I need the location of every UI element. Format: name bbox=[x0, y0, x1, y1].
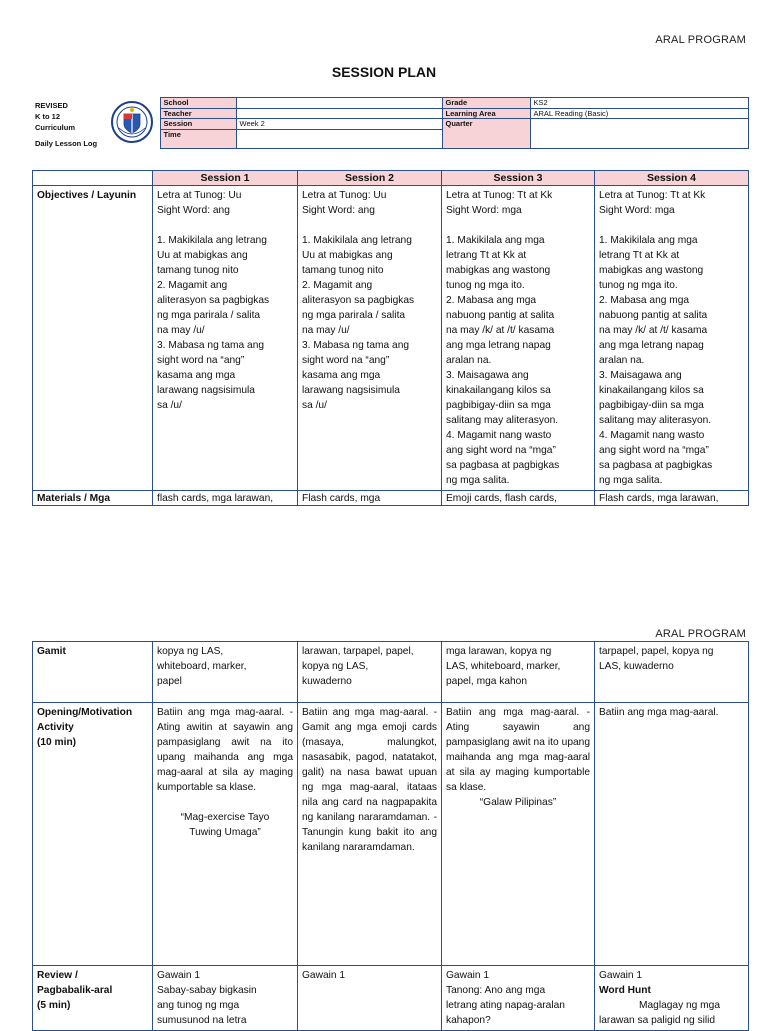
text-line: papel bbox=[157, 676, 182, 687]
text-line: Sight Word: mga bbox=[446, 205, 522, 216]
review-session-4-title: Gawain 1 bbox=[599, 970, 643, 981]
text-line: 1. Makikilala ang letrang bbox=[302, 235, 412, 246]
text-line: Activity bbox=[37, 722, 74, 733]
text-line: ang tunog ng mga bbox=[157, 1000, 240, 1011]
text-line: na may /k/ at /t/ kasama bbox=[599, 325, 708, 336]
text-line: LAS, kuwaderno bbox=[599, 661, 674, 672]
opening-session-1-song bbox=[157, 810, 293, 840]
text-line: tamang tunog nito bbox=[302, 265, 384, 276]
text-line: kopya ng LAS, bbox=[157, 646, 224, 657]
materials-session-1: flash cards, mga larawan, bbox=[153, 491, 298, 506]
opening-session-3-song: “Galaw Pilipinas” bbox=[479, 797, 557, 808]
text-line: 2. Magamit ang bbox=[302, 280, 373, 291]
text-line: ang mga letrang napag bbox=[599, 340, 704, 351]
text-line: tunog ng mga ito. bbox=[446, 280, 525, 291]
objectives-session-3 bbox=[442, 186, 595, 491]
text-line: Sabay-sabay bigkasin bbox=[157, 985, 257, 996]
review-session-4 bbox=[595, 966, 749, 1031]
text-line: sa /u/ bbox=[157, 400, 182, 411]
text-line: Tanong: Ano ang mga bbox=[446, 985, 546, 996]
text-line: na may /k/ at /t/ kasama bbox=[446, 325, 555, 336]
program-header: ARAL PROGRAM bbox=[655, 34, 746, 46]
session-3-header: Session 3 bbox=[442, 171, 595, 186]
text-line: 2. Mabasa ang mga bbox=[599, 295, 690, 306]
text-line: Uu at mabigkas ang bbox=[302, 250, 393, 261]
text-line: aralan na. bbox=[599, 355, 645, 366]
text-line: ng mga salita. bbox=[599, 475, 663, 486]
session-plan-table-page-2 bbox=[32, 641, 749, 1031]
text-line: Gawain 1 bbox=[302, 970, 346, 981]
text-line: (5 min) bbox=[37, 1000, 71, 1011]
text-line: ang sight word na “mga” bbox=[599, 445, 709, 456]
session-value: Week 2 bbox=[236, 119, 442, 130]
text-line: 1. Makikilala ang mga bbox=[446, 235, 545, 246]
gamit-session-1 bbox=[153, 642, 298, 703]
text-line: ng mga parirala / salita bbox=[302, 310, 406, 321]
text-line: ng mga salita. bbox=[446, 475, 510, 486]
review-session-2 bbox=[298, 966, 442, 1031]
grade-value: KS2 bbox=[530, 98, 748, 109]
review-session-4-line-1: Maglagay ng mga bbox=[639, 1000, 720, 1011]
text-line: Letra at Tunog: Tt at Kk bbox=[446, 190, 553, 201]
gamit-label: Gamit bbox=[33, 642, 153, 703]
text-line: na may /u/ bbox=[157, 325, 205, 336]
text-line: Pagbabalik-aral bbox=[37, 985, 113, 996]
text-line: sa /u/ bbox=[302, 400, 327, 411]
text-line: Sight Word: ang bbox=[157, 205, 230, 216]
text-line: LAS, whiteboard, marker, bbox=[446, 661, 561, 672]
session-label: Session bbox=[160, 119, 236, 130]
text-line: letrang Tt at Kk at bbox=[599, 250, 680, 261]
opening-session-4: Batiin ang mga mag-aaral. bbox=[595, 703, 749, 966]
learning-area-value: ARAL Reading (Basic) bbox=[530, 108, 748, 119]
text-line: sight word na “ang” bbox=[302, 355, 390, 366]
text-line: Tuwing Umaga” bbox=[189, 827, 261, 838]
text-line: kasama ang mga bbox=[302, 370, 381, 381]
teacher-label: Teacher bbox=[160, 108, 236, 119]
text-line: kasama ang mga bbox=[157, 370, 236, 381]
time-value bbox=[236, 130, 442, 149]
text-line: ng mga parirala / salita bbox=[157, 310, 261, 321]
text-line: ang mga letrang napag bbox=[446, 340, 551, 351]
text-line: Uu at mabigkas ang bbox=[157, 250, 248, 261]
text-line: “Mag-exercise Tayo bbox=[180, 812, 270, 823]
gamit-session-3 bbox=[442, 642, 595, 703]
text-line: kahapon? bbox=[446, 1015, 491, 1026]
text-line: sa pagbasa at pagbigkas bbox=[599, 460, 713, 471]
opening-session-3 bbox=[442, 703, 595, 966]
text-line: aliterasyon sa pagbigkas bbox=[302, 295, 415, 306]
info-table bbox=[32, 97, 749, 149]
text-line: (10 min) bbox=[37, 737, 77, 748]
opening-session-3-text: Batiin ang mga mag-aaral. -Ating sayawin ang pampasiglang awit na ito upang maihanda ang mga mag-aaral at sila ay maging kumportable sa klase. bbox=[446, 707, 590, 793]
text-line bbox=[302, 218, 437, 233]
objectives-session-2 bbox=[298, 186, 442, 491]
text-line: tarpapel, papel, kopya ng bbox=[599, 646, 714, 657]
objectives-session-4 bbox=[595, 186, 749, 491]
text-line: Gawain 1 bbox=[446, 970, 490, 981]
text-line: larawang nagsisimula bbox=[302, 385, 400, 396]
text-line: kopya ng LAS, bbox=[302, 661, 369, 672]
text-line: nabuong pantig at salita bbox=[446, 310, 555, 321]
text-line: mabigkas ang wastong bbox=[446, 265, 551, 276]
text-line: sa pagbasa at pagbigkas bbox=[446, 460, 560, 471]
school-value bbox=[236, 98, 442, 109]
text-line: letrang Tt at Kk at bbox=[446, 250, 527, 261]
text-line: Letra at Tunog: Tt at Kk bbox=[599, 190, 706, 201]
learning-area-label: Learning Area bbox=[442, 108, 530, 119]
text-line: na may /u/ bbox=[302, 325, 350, 336]
session-4-header: Session 4 bbox=[595, 171, 749, 186]
text-line: tamang tunog nito bbox=[157, 265, 239, 276]
text-line: Opening/Motivation bbox=[37, 707, 133, 718]
teacher-value bbox=[236, 108, 442, 119]
gamit-session-4 bbox=[595, 642, 749, 703]
text-line: whiteboard, marker, bbox=[157, 661, 247, 672]
text-line: nabuong pantig at salita bbox=[599, 310, 708, 321]
text-line: salitang may aliterasyon. bbox=[599, 415, 712, 426]
review-session-3 bbox=[442, 966, 595, 1031]
review-session-4-activity: Word Hunt bbox=[599, 985, 651, 996]
quarter-label: Quarter bbox=[442, 119, 530, 149]
opening-activity-label bbox=[33, 703, 153, 966]
deped-seal-logo bbox=[104, 98, 160, 149]
text-line: 3. Mabasa ng tama ang bbox=[157, 340, 265, 351]
time-label: Time bbox=[160, 130, 236, 149]
text-line: mabigkas ang wastong bbox=[599, 265, 704, 276]
review-session-4-line-2: larawan sa paligid ng silid bbox=[599, 1015, 716, 1026]
text-line: Sight Word: ang bbox=[302, 205, 375, 216]
text-line bbox=[446, 218, 590, 233]
text-line: Sight Word: mga bbox=[599, 205, 675, 216]
review-label bbox=[33, 966, 153, 1031]
text-line: tunog ng mga ito. bbox=[599, 280, 678, 291]
text-line: mga larawan, kopya ng bbox=[446, 646, 552, 657]
text-line: Review / bbox=[37, 970, 78, 981]
revised-curriculum-label: REVISED K to 12 Curriculum Daily Lesson Log bbox=[35, 100, 98, 148]
opening-session-1 bbox=[153, 703, 298, 966]
text-line: Gawain 1 bbox=[157, 970, 201, 981]
text-line: larawan, tarpapel, papel, bbox=[302, 646, 414, 657]
text-line: 4. Magamit nang wasto bbox=[446, 430, 552, 441]
text-line: pagbibigay-diin sa mga bbox=[599, 400, 704, 411]
text-line: 1. Makikilala ang letrang bbox=[157, 235, 267, 246]
text-line: 2. Mabasa ang mga bbox=[446, 295, 537, 306]
text-line bbox=[599, 218, 744, 233]
text-line: papel, mga kahon bbox=[446, 676, 527, 687]
materials-session-2: Flash cards, mga bbox=[298, 491, 442, 506]
text-line: Letra at Tunog: Uu bbox=[302, 190, 387, 201]
text-line: 3. Mabasa ng tama ang bbox=[302, 340, 410, 351]
text-line: 3. Maisagawa ang bbox=[599, 370, 682, 381]
text-line: sight word na “ang” bbox=[157, 355, 245, 366]
text-line: kinakailangang kilos sa bbox=[599, 385, 704, 396]
grade-label: Grade bbox=[442, 98, 530, 109]
text-line bbox=[157, 218, 293, 233]
materials-session-4: Flash cards, mga larawan, bbox=[595, 491, 749, 506]
page-title: SESSION PLAN bbox=[331, 64, 437, 80]
corner-cell bbox=[33, 171, 153, 186]
text-line: kuwaderno bbox=[302, 676, 352, 687]
materials-label: Materials / Mga bbox=[33, 491, 153, 506]
session-2-header: Session 2 bbox=[298, 171, 442, 186]
text-line: ang sight word na “mga” bbox=[446, 445, 556, 456]
objectives-session-1 bbox=[153, 186, 298, 491]
program-header-page-2: ARAL PROGRAM bbox=[655, 628, 746, 640]
text-line: 1. Makikilala ang mga bbox=[599, 235, 698, 246]
text-line: 4. Magamit nang wasto bbox=[599, 430, 705, 441]
session-plan-table-page-1 bbox=[32, 170, 749, 506]
text-line: pagbibigay-diin sa mga bbox=[446, 400, 551, 411]
text-line: salitang may aliterasyon. bbox=[446, 415, 559, 426]
text-line: aralan na. bbox=[446, 355, 492, 366]
text-line: letrang ating napag-aralan bbox=[446, 1000, 565, 1011]
text-line: Letra at Tunog: Uu bbox=[157, 190, 242, 201]
opening-session-2: Batiin ang mga mag-aaral. - Gamit ang mga emoji cards (masaya, malungkot, nasasabik, pagod, natatakot, galit) na nasa bawat upuan ng mga mag-aaral, itataas nila ang card na nagpapakita ng kanilang nararamdaman. -Tanungin kung bakit ito ang kanilang nararamdaman. bbox=[298, 703, 442, 966]
materials-session-3: Emoji cards, flash cards, bbox=[442, 491, 595, 506]
text-line: aliterasyon sa pagbigkas bbox=[157, 295, 270, 306]
text-line: larawang nagsisimula bbox=[157, 385, 255, 396]
text-line: sumusunod na letra bbox=[157, 1015, 247, 1026]
text-line: 3. Maisagawa ang bbox=[446, 370, 529, 381]
quarter-value bbox=[530, 119, 748, 149]
opening-session-1-text: Batiin ang mga mag-aaral. -Ating awitin at sayawin ang pampasiglang awit na ito upang maihanda ang mga mag-aaral at sila ay maging kumportable sa klase. bbox=[157, 707, 293, 793]
text-line: kinakailangang kilos sa bbox=[446, 385, 551, 396]
review-session-1 bbox=[153, 966, 298, 1031]
text-line: 2. Magamit ang bbox=[157, 280, 228, 291]
session-1-header: Session 1 bbox=[153, 171, 298, 186]
objectives-label: Objectives / Layunin bbox=[33, 186, 153, 491]
school-label: School bbox=[160, 98, 236, 109]
gamit-session-2 bbox=[298, 642, 442, 703]
